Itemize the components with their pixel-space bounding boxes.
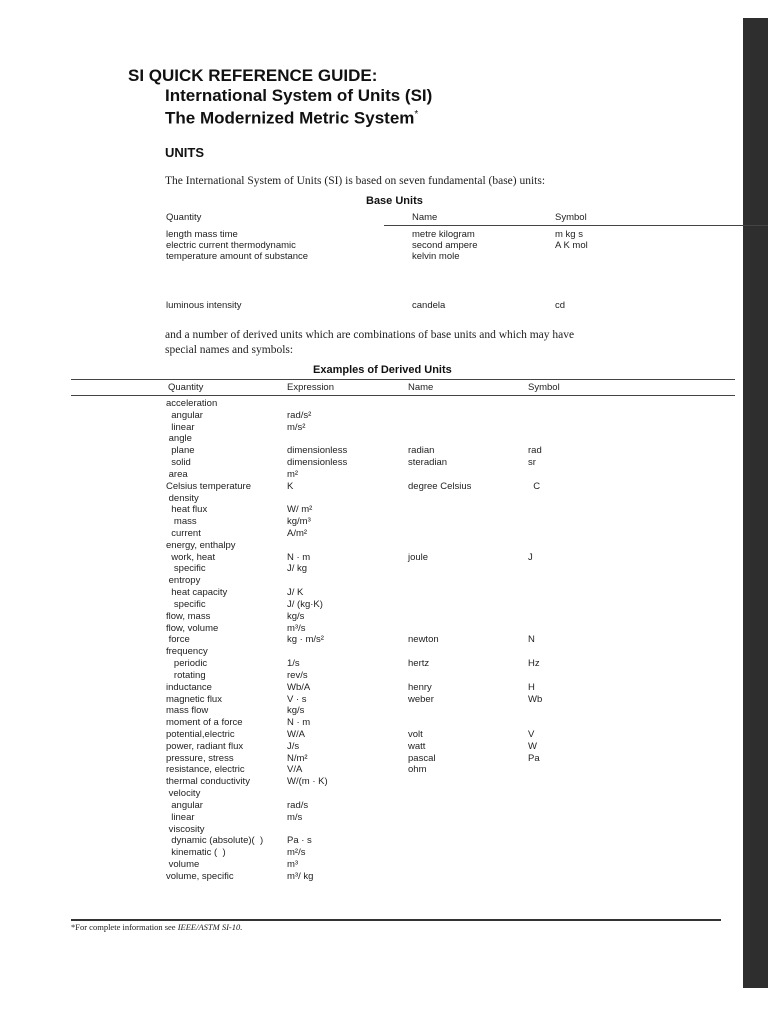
derived-row [0, 445, 768, 457]
derived-row [0, 717, 768, 729]
derived-row [0, 422, 768, 434]
derived-cell-name: ohm [408, 764, 427, 776]
derived-cell-expression: N · m [287, 551, 311, 563]
base-row-name: kelvin mole [412, 251, 460, 262]
derived-cell-quantity: power, radiant flux [166, 740, 244, 752]
guide-subtitle-metric [165, 105, 418, 129]
derived-cell-expression: W/(m · K) [287, 776, 328, 788]
guide-subtitle-metric-text: The Modernized Metric System [165, 108, 415, 128]
derived-cell-expression: J/s [287, 740, 300, 752]
derived-cell-symbol: sr [528, 457, 536, 469]
derived-cell-quantity: specific [166, 563, 206, 575]
derived-cell-symbol: rad [528, 445, 542, 457]
base-header-symbol: Symbol [555, 212, 587, 223]
derived-header-rule [71, 395, 735, 396]
base-row-symbol: cd [555, 300, 566, 311]
derived-cell-quantity: viscosity [166, 823, 205, 835]
derived-cell-quantity: linear [166, 421, 195, 433]
derived-row [0, 516, 768, 528]
derived-row [0, 800, 768, 812]
derived-cell-quantity: moment of a force [166, 717, 243, 729]
derived-cell-expression: rad/s² [287, 409, 312, 421]
derived-cell-name: newton [408, 634, 439, 646]
base-row-name: second ampere [412, 240, 478, 251]
derived-cell-quantity: density [166, 492, 199, 504]
derived-cell-expression: 1/s [287, 658, 300, 670]
derived-cell-quantity: volume, specific [166, 870, 234, 882]
derived-cell-name: pascal [408, 752, 436, 764]
derived-cell-quantity: plane [166, 445, 195, 457]
derived-row [0, 493, 768, 505]
derived-row [0, 410, 768, 422]
derived-row [0, 753, 768, 765]
base-header-name: Name [412, 212, 438, 223]
derived-cell-expression: J/ K [287, 587, 304, 599]
derived-cell-name: watt [408, 740, 426, 752]
derived-cell-expression: K [287, 480, 294, 492]
derived-cell-expression: N/m² [287, 752, 308, 764]
derived-row [0, 812, 768, 824]
derived-row [0, 705, 768, 717]
derived-cell-name: henry [408, 681, 432, 693]
derived-cell-expression: m/s² [287, 421, 306, 433]
derived-cell-expression: m² [287, 468, 299, 480]
derived-cell-quantity: area [166, 468, 188, 480]
derived-cell-quantity: magnetic flux [166, 693, 222, 705]
base-row-quantity: electric current thermodynamic [166, 240, 296, 251]
derived-cell-expression: dimensionless [287, 457, 348, 469]
derived-cell-expression: W/ m² [287, 504, 313, 516]
derived-cell-expression: J/ kg [287, 563, 308, 575]
derived-row [0, 764, 768, 776]
guide-title: SI QUICK REFERENCE GUIDE: [128, 66, 378, 85]
derived-cell-symbol: W [528, 740, 537, 752]
derived-row [0, 563, 768, 575]
derived-cell-symbol: C [528, 480, 541, 492]
derived-cell-quantity: work, heat [166, 551, 216, 563]
derived-cell-quantity: dynamic (absolute)( ) [166, 835, 264, 847]
footnote-marker: * [414, 109, 419, 120]
derived-row [0, 575, 768, 587]
derived-cell-quantity: Celsius temperature [166, 480, 252, 492]
base-row-symbol: m kg s [555, 229, 583, 240]
derived-cell-expression: J/ (kg·K) [287, 598, 323, 610]
derived-cell-symbol: Wb [528, 693, 543, 705]
derived-cell-quantity: mass [166, 516, 197, 528]
derived-row [0, 457, 768, 469]
derived-row [0, 623, 768, 635]
base-units-caption: Base Units [366, 195, 423, 207]
derived-cell-quantity: pressure, stress [166, 752, 234, 764]
derived-cell-expression: m/s [287, 811, 303, 823]
base-header-rule [384, 225, 768, 226]
derived-cell-expression: V/A [287, 764, 303, 776]
derived-row [0, 587, 768, 599]
base-row-quantity: temperature amount of substance [166, 251, 309, 262]
derived-cell-expression: V · s [287, 693, 307, 705]
derived-cell-symbol: Pa [528, 752, 540, 764]
derived-units-caption: Examples of Derived Units [313, 364, 452, 376]
derived-cell-quantity: current [166, 528, 201, 540]
derived-cell-symbol: J [528, 551, 533, 563]
derived-cell-expression: Pa · s [287, 835, 312, 847]
derived-cell-quantity: flow, volume [166, 622, 219, 634]
derived-cell-quantity: velocity [166, 788, 201, 800]
derived-row [0, 398, 768, 410]
derived-cell-expression: kg/m³ [287, 516, 311, 528]
derived-row [0, 634, 768, 646]
derived-cell-quantity: thermal conductivity [166, 776, 250, 788]
derived-cell-expression: m²/s [287, 847, 306, 859]
footnote-rule [71, 919, 721, 921]
derived-cell-quantity: angular [166, 799, 203, 811]
derived-cell-expression: m³/s [287, 622, 306, 634]
derived-cell-expression: kg/s [287, 705, 305, 717]
derived-intro-line2: special names and symbols: [165, 344, 294, 356]
derived-cell-quantity: rotating [166, 669, 206, 681]
derived-header-quantity: Quantity [168, 382, 204, 393]
derived-cell-quantity: specific [166, 598, 206, 610]
derived-cell-quantity: angle [166, 433, 192, 445]
derived-cell-quantity: flow, mass [166, 610, 211, 622]
derived-header-symbol: Symbol [528, 382, 560, 393]
derived-cell-quantity: inductance [166, 681, 212, 693]
derived-row [0, 552, 768, 564]
derived-cell-name: steradian [408, 457, 448, 469]
derived-row [0, 835, 768, 847]
derived-row [0, 788, 768, 800]
derived-row [0, 776, 768, 788]
derived-row [0, 729, 768, 741]
derived-header-expression: Expression [287, 382, 334, 393]
derived-row [0, 658, 768, 670]
derived-cell-quantity: resistance, electric [166, 764, 245, 776]
derived-row [0, 694, 768, 706]
derived-row [0, 859, 768, 871]
derived-cell-symbol: V [528, 728, 535, 740]
derived-cell-expression: kg · m/s² [287, 634, 324, 646]
derived-row [0, 540, 768, 552]
derived-cell-name: hertz [408, 658, 430, 670]
derived-row [0, 741, 768, 753]
derived-row [0, 682, 768, 694]
derived-header-name: Name [408, 382, 434, 393]
derived-row [0, 670, 768, 682]
derived-cell-quantity: entropy [166, 575, 201, 587]
derived-cell-quantity: frequency [166, 646, 208, 658]
derived-top-rule [71, 379, 735, 380]
derived-cell-quantity: angular [166, 409, 203, 421]
base-row-name: candela [412, 300, 446, 311]
derived-cell-quantity: volume [166, 858, 200, 870]
derived-row [0, 504, 768, 516]
derived-row [0, 611, 768, 623]
derived-cell-quantity: linear [166, 811, 195, 823]
derived-cell-symbol: Hz [528, 658, 540, 670]
derived-cell-quantity: energy, enthalpy [166, 539, 236, 551]
derived-cell-quantity: periodic [166, 658, 208, 670]
derived-cell-quantity: solid [166, 457, 191, 469]
units-heading: UNITS [165, 145, 204, 160]
derived-row [0, 528, 768, 540]
base-row-name: metre kilogram [412, 229, 475, 240]
derived-cell-expression: rad/s [287, 799, 309, 811]
derived-cell-expression: m³ [287, 858, 299, 870]
derived-cell-name: volt [408, 728, 423, 740]
derived-cell-expression: Wb/A [287, 681, 311, 693]
derived-cell-name: radian [408, 445, 435, 457]
derived-cell-quantity: potential,electric [166, 728, 235, 740]
derived-cell-name: degree Celsius [408, 480, 472, 492]
derived-row [0, 847, 768, 859]
derived-row [0, 433, 768, 445]
footnote-text: *For complete information see [71, 922, 178, 932]
derived-row [0, 871, 768, 883]
footnote-reference: IEEE/ASTM SI-10. [177, 922, 243, 932]
base-row-symbol: A K mol [555, 240, 588, 251]
derived-intro-line1: and a number of derived units which are combinations of base units and which may have [165, 329, 575, 341]
base-row-quantity: length mass time [166, 229, 238, 240]
derived-cell-name: joule [408, 551, 429, 563]
derived-cell-symbol: H [528, 681, 535, 693]
derived-row [0, 469, 768, 481]
derived-cell-quantity: kinematic ( ) [166, 847, 226, 859]
derived-row [0, 481, 768, 493]
units-intro: The International System of Units (SI) is based on seven fundamental (base) units: [165, 175, 546, 187]
derived-row [0, 824, 768, 836]
derived-cell-expression: kg/s [287, 610, 305, 622]
derived-cell-expression: m³/ kg [287, 870, 314, 882]
base-row-quantity: luminous intensity [166, 300, 242, 311]
derived-cell-quantity: heat flux [166, 504, 208, 516]
footnote [71, 922, 242, 932]
derived-cell-expression: rev/s [287, 669, 308, 681]
derived-cell-expression: W/A [287, 728, 305, 740]
derived-row [0, 646, 768, 658]
derived-cell-name: weber [408, 693, 434, 705]
derived-cell-quantity: mass flow [166, 705, 209, 717]
derived-cell-quantity: heat capacity [166, 587, 228, 599]
derived-cell-expression: A/m² [287, 528, 308, 540]
guide-subtitle-si: International System of Units (SI) [165, 86, 433, 105]
derived-cell-expression: dimensionless [287, 445, 348, 457]
derived-cell-symbol: N [528, 634, 535, 646]
derived-cell-quantity: acceleration [166, 398, 218, 409]
derived-row [0, 599, 768, 611]
base-header-quantity: Quantity [166, 212, 202, 223]
derived-cell-quantity: force [166, 634, 190, 646]
derived-cell-expression: N · m [287, 717, 311, 729]
